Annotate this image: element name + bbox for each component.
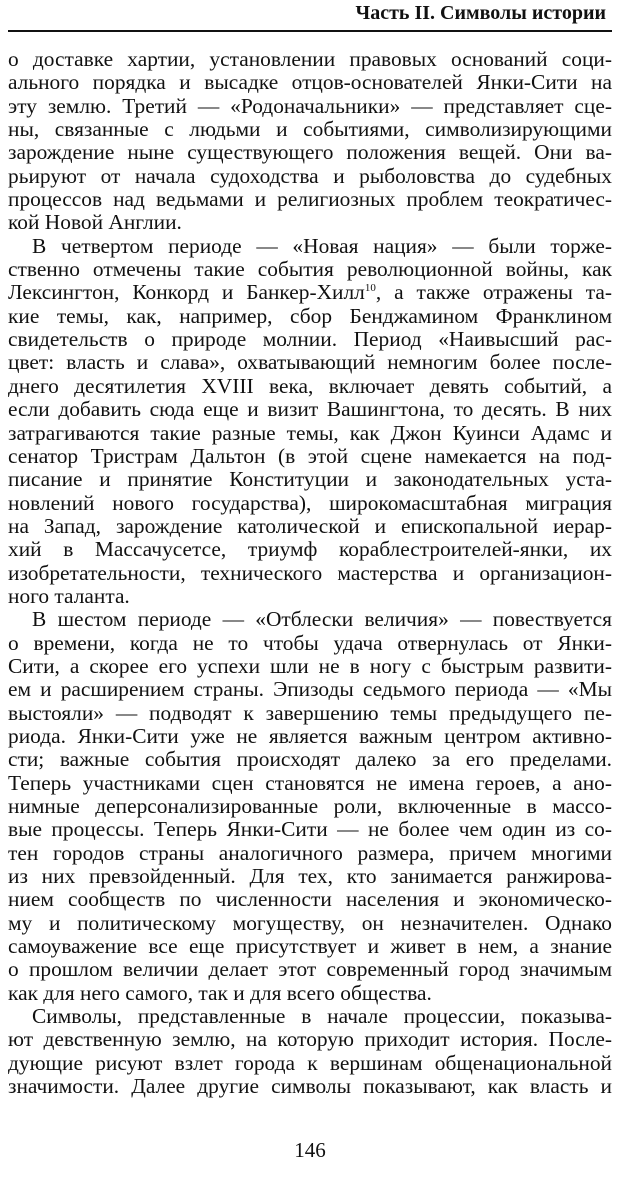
text-line [8, 48, 612, 71]
text-line [8, 888, 612, 911]
text-line [8, 935, 612, 958]
text-line [8, 188, 612, 211]
text-line-content: риода. Янки-Сити уже не является важным центром активно- [8, 723, 612, 748]
text-line-content: зарождение ныне существующего положения вещей. Они ва- [8, 140, 612, 165]
text-line-content: Символы, представленные в начале процессии, показыва- [32, 1004, 612, 1029]
text-line-content: новлений нового государства), широкомасштабная миграция [8, 490, 612, 515]
text-line [8, 71, 612, 94]
page-number: 146 [294, 1138, 326, 1162]
text-line-content: ственно отмечены такие события революционной войны, как [8, 257, 612, 282]
text-line-content: процессов над ведьмами и религиозных проблем теократичес- [8, 187, 612, 212]
text-line [8, 655, 612, 678]
text-line-content: тен городов страны аналогичного размера, причем многими [8, 840, 612, 865]
text-line [8, 795, 612, 818]
text-line-content: эту землю. Третий — «Родоначальники» — представляет сце- [8, 93, 612, 118]
text-line-content: дующие рисуют взлет города к вершинам общенациональной [8, 1050, 612, 1075]
text-line [8, 281, 612, 304]
running-header [8, 0, 612, 32]
text-line-content: ного таланта. [8, 583, 130, 608]
text-line-content: ны, связанные с людьми и событиями, символизирующими [8, 117, 612, 142]
text-line-content: затрагиваются такие разные темы, как Джон Куинси Адамс и [8, 420, 612, 445]
text-line-content: му и политическому могуществу, он незначителен. Однако [8, 910, 612, 935]
text-line [8, 538, 612, 561]
text-line [8, 95, 612, 118]
text-line [8, 725, 612, 748]
footnote-marker: 10 [364, 282, 376, 295]
text-line [8, 585, 612, 608]
text-line-content: выстояли» — подводят к завершению темы предыдущего пе- [8, 700, 612, 725]
text-line [8, 1052, 612, 1075]
text-line-content: хий в Массачусетсе, триумф кораблестроителей-янки, их [8, 537, 612, 562]
text-line [8, 398, 612, 421]
text-line-content: ем и расширением страны. Эпизоды седьмого периода — «Мы [8, 677, 612, 702]
text-line-content: если добавить сюда еще и визит Вашингтона, то десять. В них [8, 397, 612, 422]
text-line-continuation: , а также отражены та- [375, 280, 612, 305]
text-line [8, 141, 612, 164]
text-line [8, 562, 612, 585]
text-line [8, 492, 612, 515]
text-line-content: значимости. Далее другие символы показывают, как власть и [8, 1074, 612, 1099]
text-line [8, 982, 612, 1005]
text-line-content: кой Новой Англии. [8, 210, 182, 235]
text-line [8, 258, 612, 281]
text-line [8, 748, 612, 771]
text-line-content: из них превзойденный. Для тех, кто занимается ранжирова- [8, 864, 612, 889]
text-line [8, 422, 612, 445]
text-line [8, 375, 612, 398]
text-line-content: как для него самого, так и для всего общества. [8, 980, 432, 1005]
text-line [8, 958, 612, 981]
text-line-content: В четвертом периоде — «Новая нация» — были торже- [32, 233, 612, 258]
text-line [8, 235, 612, 258]
text-line [8, 865, 612, 888]
text-line [8, 818, 612, 841]
text-line [8, 1075, 612, 1098]
text-line-content: писание и принятие Конституции и законодательных уста- [8, 467, 612, 492]
text-line [8, 1028, 612, 1051]
text-line [8, 912, 612, 935]
text-line [8, 842, 612, 865]
text-line [8, 1005, 612, 1028]
text-line-content: самоуважение все еще присутствует и живет в нем, а знание [8, 934, 612, 959]
text-line-content: ального порядка и высадке отцов-основателей Янки-Сити на [8, 70, 612, 95]
text-line-content: рьируют от начала судоходства и рыболовства до судебных [8, 163, 612, 188]
text-line [8, 678, 612, 701]
text-line-content: о времени, когда не то чтобы удача отвернулась от Янки- [8, 630, 612, 655]
text-line [8, 165, 612, 188]
text-line [8, 328, 612, 351]
text-line-content: кие темы, как, например, сбор Бенджамином Франклином [8, 303, 612, 328]
text-line-content: ют девственную землю, на которую приходит история. После- [8, 1027, 612, 1052]
text-line-content: Лексингтон, Конкорд и Банкер-Хилл [8, 280, 365, 305]
text-line [8, 305, 612, 328]
text-line-content: о прошлом величии делает этот современный город значимым [8, 957, 612, 982]
text-line [8, 515, 612, 538]
text-line [8, 608, 612, 631]
text-line-content: вые процессы. Теперь Янки-Сити — не более чем один из со- [8, 817, 612, 842]
text-line-content: сти; важные события происходят далеко за его пределами. [8, 747, 612, 772]
text-line-content: свидетельств о природе молнии. Период «Наивысший рас- [8, 327, 612, 352]
text-line-content: Теперь участниками сцен становятся не имена героев, а ано- [8, 770, 612, 795]
text-line [8, 118, 612, 141]
header-title: Часть II. Символы истории [355, 2, 606, 24]
text-line [8, 211, 612, 234]
text-line [8, 702, 612, 725]
body-text [8, 48, 612, 1098]
text-line-content: Сити, а скорее его успехи шли не в ногу с быстрым развити- [8, 653, 612, 678]
text-line-content: днего десятилетия XVIII века, включает девять событий, а [8, 373, 612, 398]
text-line-content: на Запад, зарождение католической и епископальной иерар- [8, 513, 612, 538]
text-line [8, 351, 612, 374]
text-line [8, 468, 612, 491]
text-line-content: цвет: власть и слава», охватывающий немногим более после- [8, 350, 612, 375]
text-line [8, 445, 612, 468]
text-line-content: изобретательности, технического мастерства и организацион- [8, 560, 612, 585]
text-line-content: о доставке хартии, установлении правовых оснований соци- [8, 47, 612, 71]
text-line-content: сенатор Тристрам Дальтон (в этой сцене намекается на под- [8, 443, 612, 468]
text-line [8, 772, 612, 795]
text-line-content: В шестом периоде — «Отблески величия» — повествуется [32, 607, 612, 632]
text-line-content: нимные деперсонализированные роли, включенные в массо- [8, 794, 612, 818]
text-line-content: нием сообществ по численности населения и экономическо- [8, 887, 612, 912]
text-line [8, 632, 612, 655]
